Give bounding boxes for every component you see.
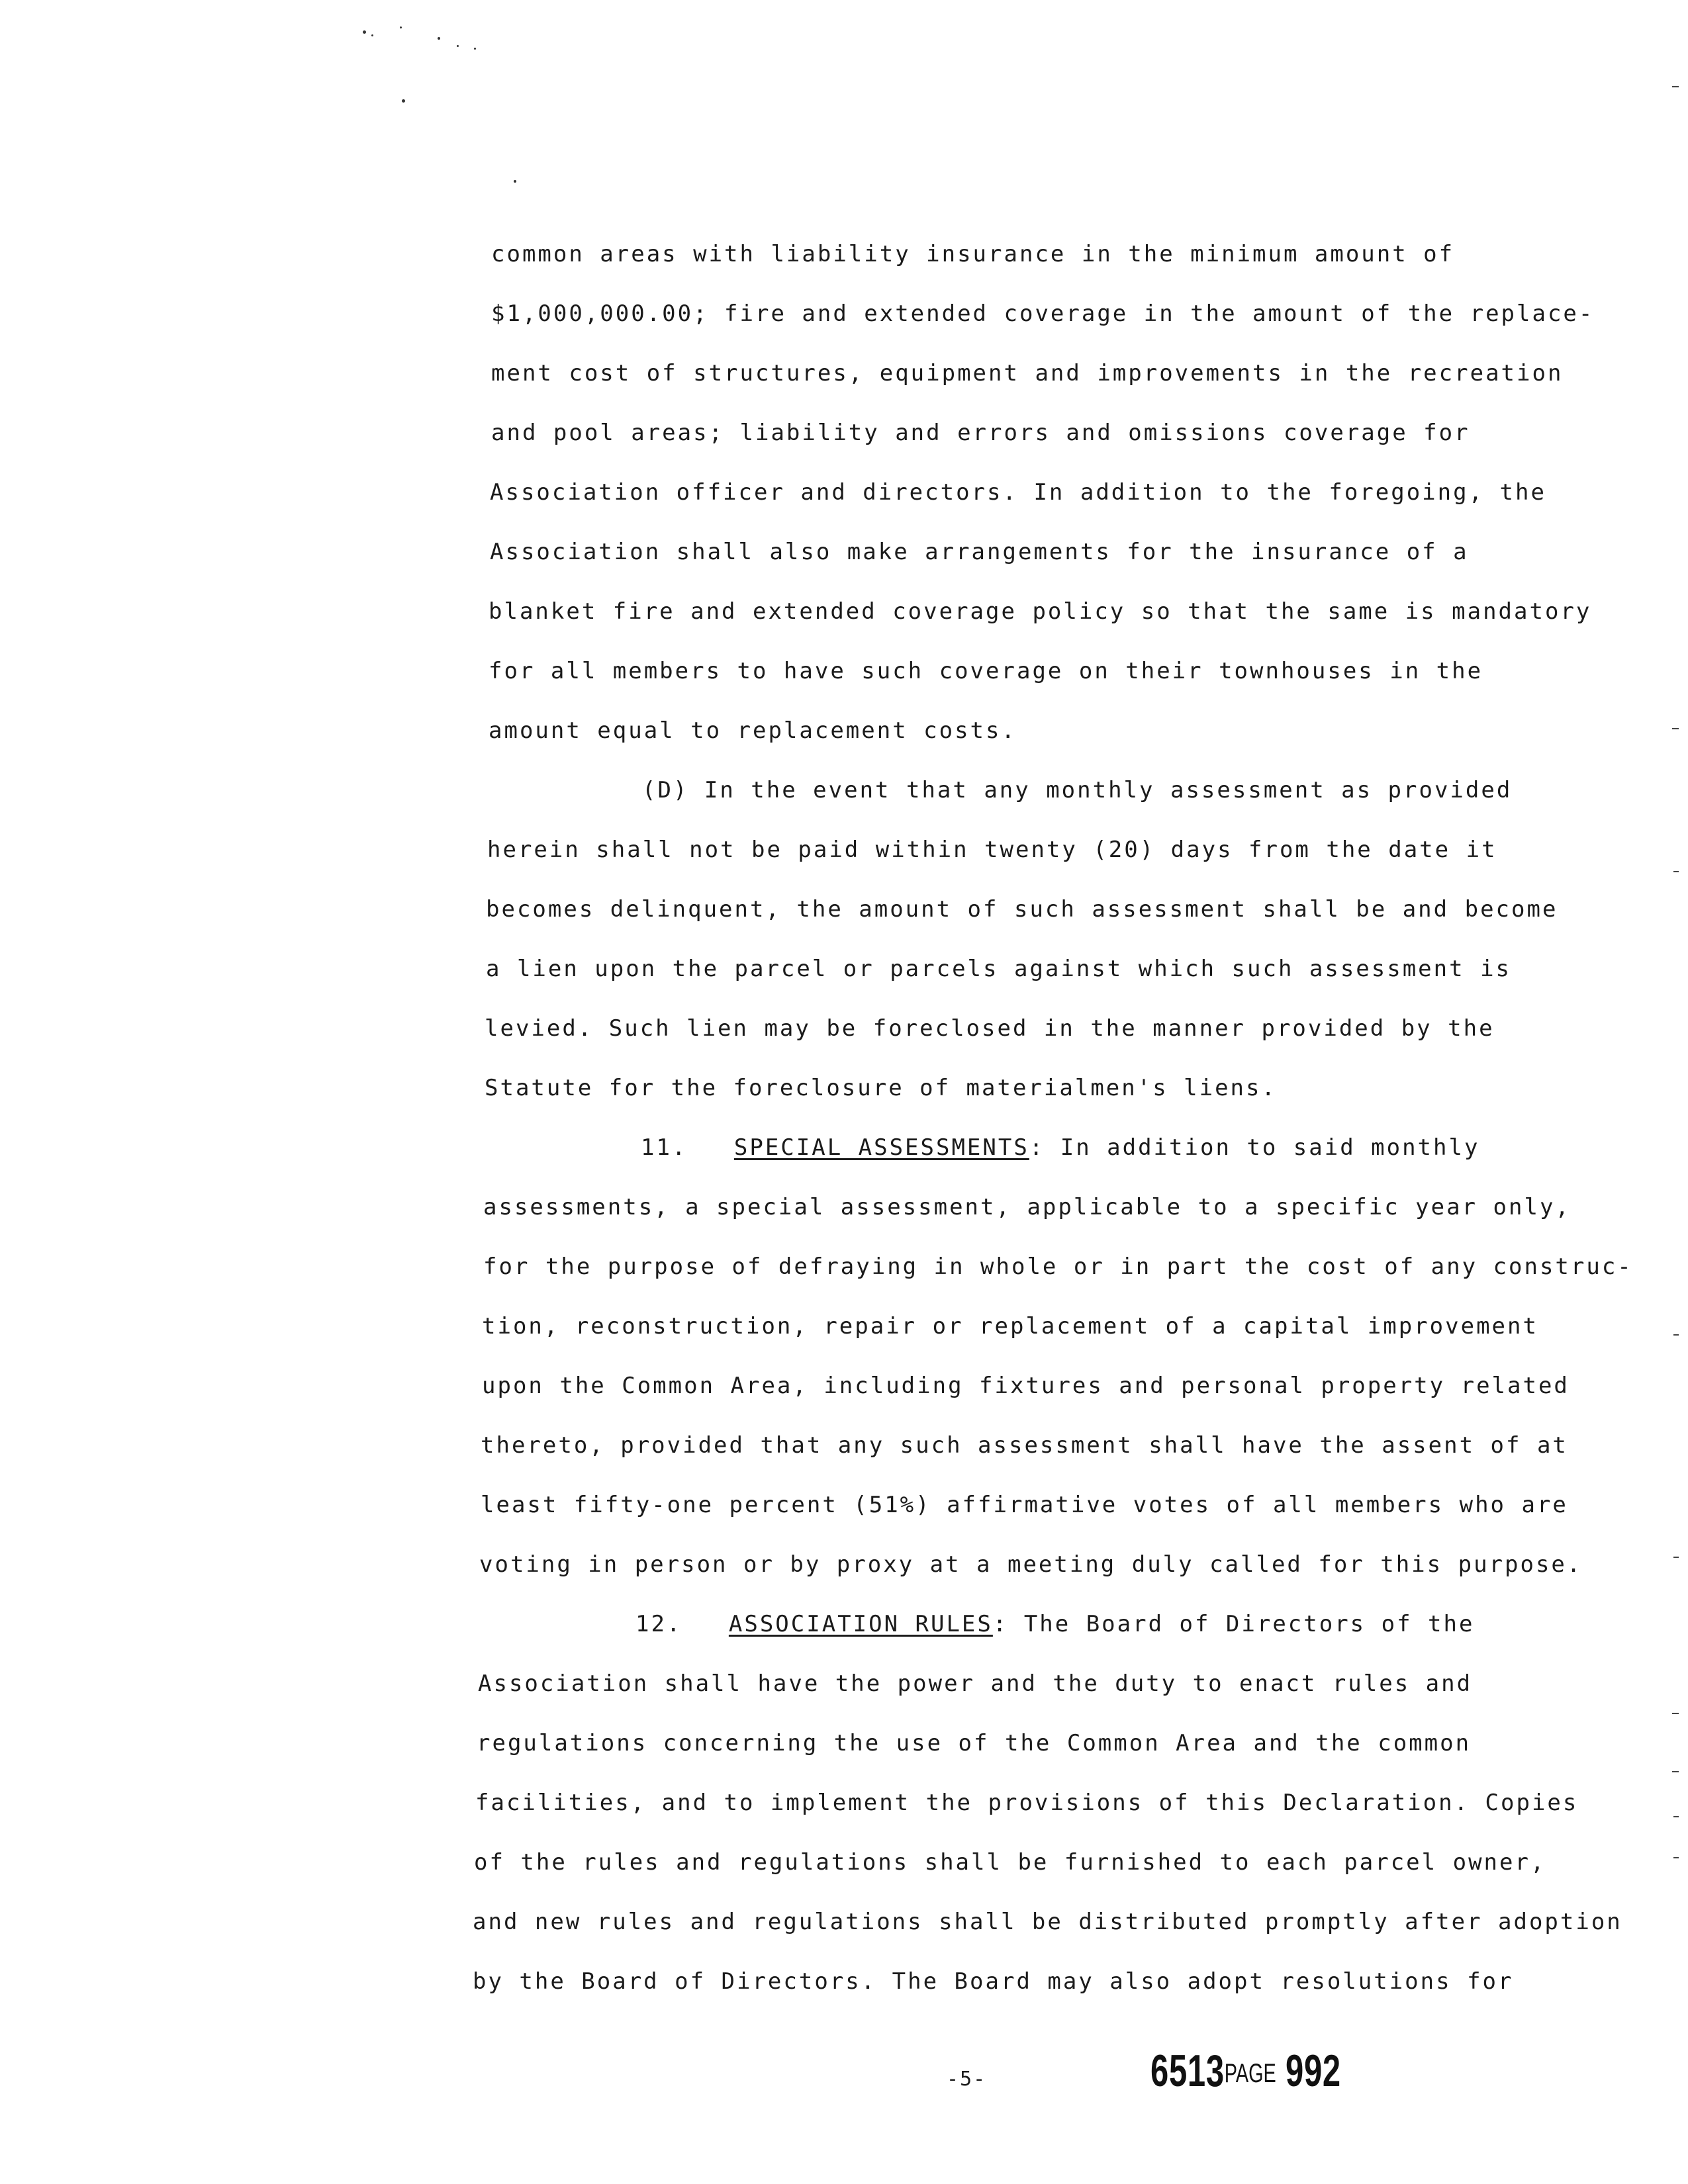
- text-line: blanket fire and extended coverage policy so that the same is mandatory: [489, 598, 1592, 625]
- text-line: upon the Common Area, including fixtures and personal property related: [482, 1373, 1570, 1399]
- scan-speck: [457, 45, 459, 47]
- book-number: 6513: [1150, 2046, 1225, 2096]
- text-line: regulations concerning the use of the Common Area and the common: [477, 1730, 1472, 1756]
- text-line: thereto, provided that any such assessment shall have the assent of at: [481, 1432, 1568, 1459]
- edge-mark: [1673, 1334, 1679, 1336]
- edge-mark: [1672, 1771, 1679, 1772]
- section-12-text: : The Board of Directors of the: [992, 1611, 1475, 1637]
- text-line: Association shall have the power and the duty to enact rules and: [478, 1670, 1473, 1697]
- recording-stamp: [1150, 2045, 1341, 2097]
- section-11-number: 11.: [641, 1134, 688, 1161]
- text-line: assessments, a special assessment, applicable to a specific year only,: [483, 1194, 1571, 1220]
- page-number: -5-: [947, 2068, 987, 2091]
- text-line: least fifty-one percent (51%) affirmative votes of all members who are: [481, 1492, 1568, 1518]
- text-line: amount equal to replacement costs.: [489, 717, 1017, 744]
- edge-mark: [1672, 86, 1679, 87]
- section-12-heading: ASSOCIATION RULES: [728, 1611, 993, 1637]
- section-11-line: [641, 1134, 1479, 1161]
- edge-mark: [1672, 728, 1679, 729]
- text-line: Statute for the foreclosure of materialmen's liens.: [485, 1075, 1277, 1101]
- section-11-text: : In addition to said monthly: [1029, 1134, 1480, 1161]
- text-line: ment cost of structures, equipment and improvements in the recreation: [491, 360, 1564, 387]
- edge-mark: [1673, 1857, 1679, 1858]
- text-line: levied. Such lien may be foreclosed in the manner provided by the: [485, 1015, 1495, 1042]
- text-line: (D) In the event that any monthly assessment as provided: [642, 777, 1513, 803]
- edge-mark: [1673, 871, 1679, 872]
- text-line: herein shall not be paid within twenty (20) days from the date it: [487, 837, 1497, 863]
- edge-mark: [1673, 1557, 1679, 1558]
- page-word: PAGE: [1224, 2059, 1276, 2088]
- text-line: and pool areas; liability and errors and omissions coverage for: [491, 420, 1470, 446]
- text-line: by the Board of Directors. The Board may also adopt resolutions for: [473, 1968, 1514, 1995]
- recorded-page-number: 992: [1286, 2046, 1341, 2096]
- text-line: a lien upon the parcel or parcels against which such assessment is: [486, 956, 1512, 982]
- text-line: Association officer and directors. In addition to the foregoing, the: [490, 479, 1546, 506]
- text-line: facilities, and to implement the provisions of this Declaration. Copies: [475, 1790, 1579, 1816]
- text-line: common areas with liability insurance in the minimum amount of: [491, 241, 1455, 267]
- scan-speck: [371, 34, 373, 36]
- scan-speck: [474, 48, 476, 50]
- text-line: and new rules and regulations shall be distributed promptly after adoption: [473, 1909, 1622, 1935]
- scan-speck: [438, 37, 440, 40]
- text-line: becomes delinquent, the amount of such assessment shall be and become: [486, 896, 1558, 923]
- scan-speck: [402, 99, 405, 103]
- text-line: $1,000,000.00; fire and extended coverage in the amount of the replace-: [491, 300, 1595, 327]
- scan-speck: [400, 26, 402, 28]
- text-line: for the purpose of defraying in whole or in part the cost of any construc-: [483, 1253, 1633, 1280]
- text-line: for all members to have such coverage on their townhouses in the: [489, 658, 1483, 684]
- scan-speck: [363, 30, 366, 34]
- text-line: voting in person or by proxy at a meeting duly called for this purpose.: [479, 1551, 1583, 1578]
- section-12-line: [635, 1611, 1474, 1637]
- text-line: tion, reconstruction, repair or replacement of a capital improvement: [482, 1313, 1538, 1340]
- text-line: of the rules and regulations shall be furnished to each parcel owner,: [474, 1849, 1546, 1876]
- scan-speck: [514, 180, 516, 183]
- text-line: Association shall also make arrangements for the insurance of a: [490, 539, 1469, 565]
- section-12-number: 12.: [635, 1611, 682, 1637]
- edge-mark: [1672, 1713, 1679, 1714]
- edge-mark: [1673, 1816, 1679, 1817]
- section-11-heading: SPECIAL ASSESSMENTS: [733, 1134, 1029, 1161]
